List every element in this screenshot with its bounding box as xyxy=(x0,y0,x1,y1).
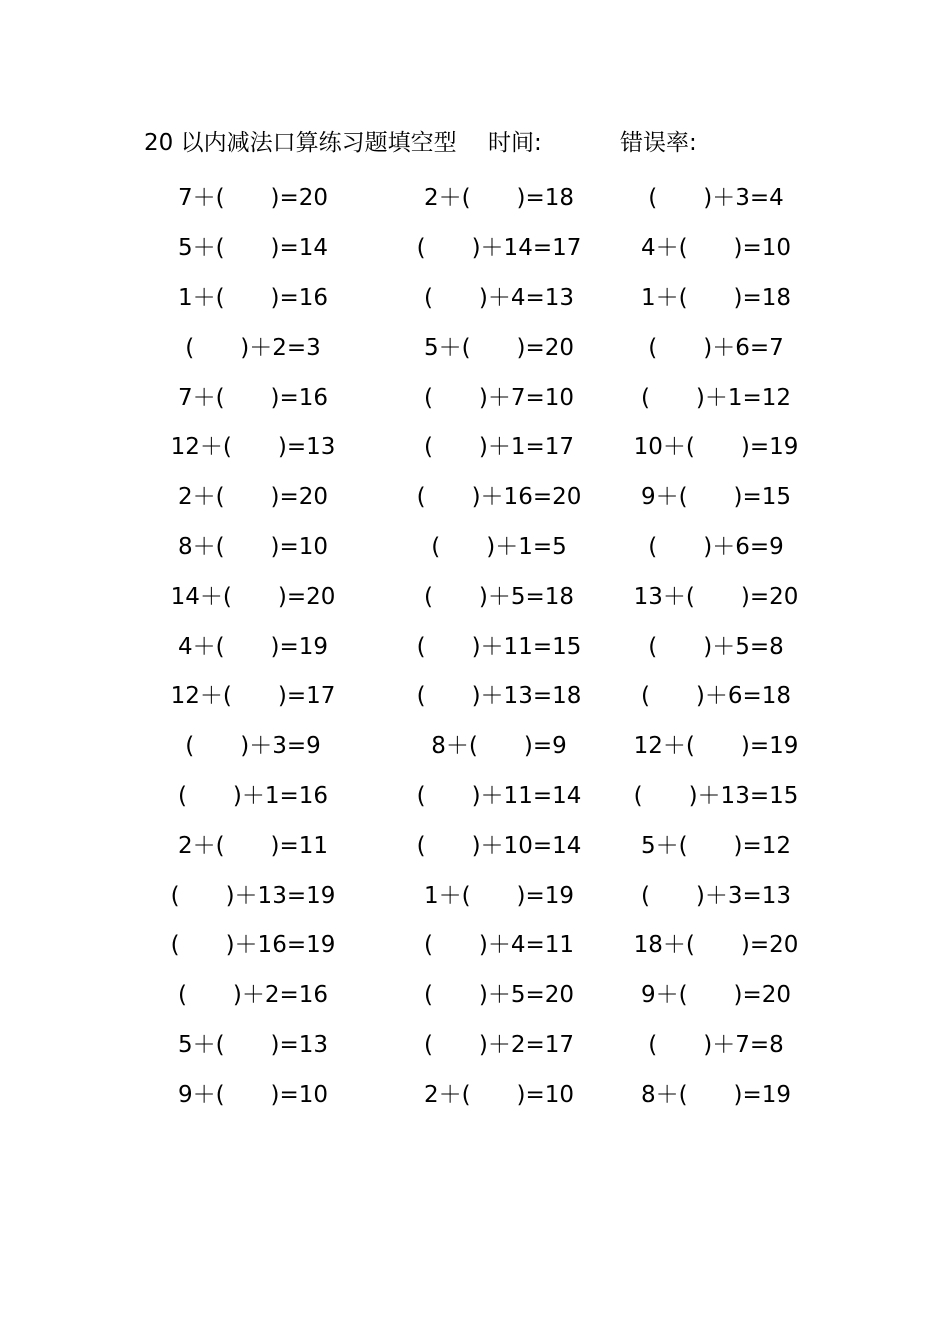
problem-item: 5＋( )=13 xyxy=(177,1031,329,1058)
problem-item: ( )＋3=9 xyxy=(185,733,321,760)
problem-item: ( )＋7=10 xyxy=(423,384,575,411)
problem-item: 9＋( )=20 xyxy=(640,982,792,1009)
problem-item: ( )＋16=20 xyxy=(416,484,582,511)
problem-item: 18＋( )=20 xyxy=(633,932,799,959)
problem-item: ( )＋1=17 xyxy=(423,434,575,461)
problem-item: ( )＋1=16 xyxy=(177,782,329,809)
problem-item: 2＋( )=10 xyxy=(423,1081,575,1108)
problem-item: 5＋( )=12 xyxy=(640,832,792,859)
problem-item: 1＋( )=16 xyxy=(177,284,329,311)
problem-item: ( )＋3=13 xyxy=(640,882,792,909)
problem-item: ( )＋13=15 xyxy=(633,782,799,809)
problem-item: ( )＋16=19 xyxy=(170,932,336,959)
problem-item: 8＋( )=9 xyxy=(431,733,567,760)
problem-item: 4＋( )=10 xyxy=(640,235,792,262)
problem-item: ( )＋4=13 xyxy=(423,284,575,311)
problem-item: 12＋( )=13 xyxy=(170,434,336,461)
problem-item: ( )＋2=16 xyxy=(177,982,329,1009)
problem-item: ( )＋6=7 xyxy=(648,334,784,361)
problem-item: 1＋( )=18 xyxy=(640,284,792,311)
problem-item: 5＋( )=20 xyxy=(423,334,575,361)
problem-item: 8＋( )=10 xyxy=(177,533,329,560)
problem-item: ( )＋2=3 xyxy=(185,334,321,361)
problem-item: 2＋( )=11 xyxy=(177,832,329,859)
problem-grid xyxy=(130,174,810,1120)
problem-item: 7＋( )=16 xyxy=(177,384,329,411)
problem-item: 13＋( )=20 xyxy=(633,583,799,610)
problem-item: ( )＋5=8 xyxy=(648,633,784,660)
problem-item: ( )＋6=18 xyxy=(640,683,792,710)
problem-item: ( )＋7=8 xyxy=(648,1031,784,1058)
problem-item: ( )＋13=19 xyxy=(170,882,336,909)
error-rate-label: 错误率: xyxy=(620,130,697,156)
problem-item: ( )＋5=20 xyxy=(423,982,575,1009)
problem-item: 9＋( )=15 xyxy=(640,484,792,511)
problem-item: 5＋( )=14 xyxy=(177,235,329,262)
worksheet-title: 20 以内减法口算练习题填空型 xyxy=(144,130,457,156)
problem-item: 12＋( )=17 xyxy=(170,683,336,710)
problem-item: ( )＋14=17 xyxy=(416,235,582,262)
problem-item: 9＋( )=10 xyxy=(177,1081,329,1108)
problem-item: ( )＋11=14 xyxy=(416,782,582,809)
problem-item: ( )＋2=17 xyxy=(423,1031,575,1058)
problem-item: 14＋( )=20 xyxy=(170,583,336,610)
problem-item: 8＋( )=19 xyxy=(640,1081,792,1108)
problem-item: ( )＋11=15 xyxy=(416,633,582,660)
problem-item: 7＋( )=20 xyxy=(177,185,329,212)
problem-item: ( )＋6=9 xyxy=(648,533,784,560)
problem-item: ( )＋3=4 xyxy=(648,185,784,212)
problem-item: 2＋( )=20 xyxy=(177,484,329,511)
problem-item: ( )＋13=18 xyxy=(416,683,582,710)
problem-item: 10＋( )=19 xyxy=(633,434,799,461)
problem-item: 12＋( )=19 xyxy=(633,733,799,760)
problem-item: 1＋( )=19 xyxy=(423,882,575,909)
problem-item: ( )＋1=12 xyxy=(640,384,792,411)
problem-item: ( )＋10=14 xyxy=(416,832,582,859)
problem-item: ( )＋5=18 xyxy=(423,583,575,610)
time-label: 时间: xyxy=(488,130,542,156)
problem-item: 2＋( )=18 xyxy=(423,185,575,212)
problem-item: ( )＋4=11 xyxy=(423,932,575,959)
problem-item: 4＋( )=19 xyxy=(177,633,329,660)
problem-item: ( )＋1=5 xyxy=(431,533,567,560)
